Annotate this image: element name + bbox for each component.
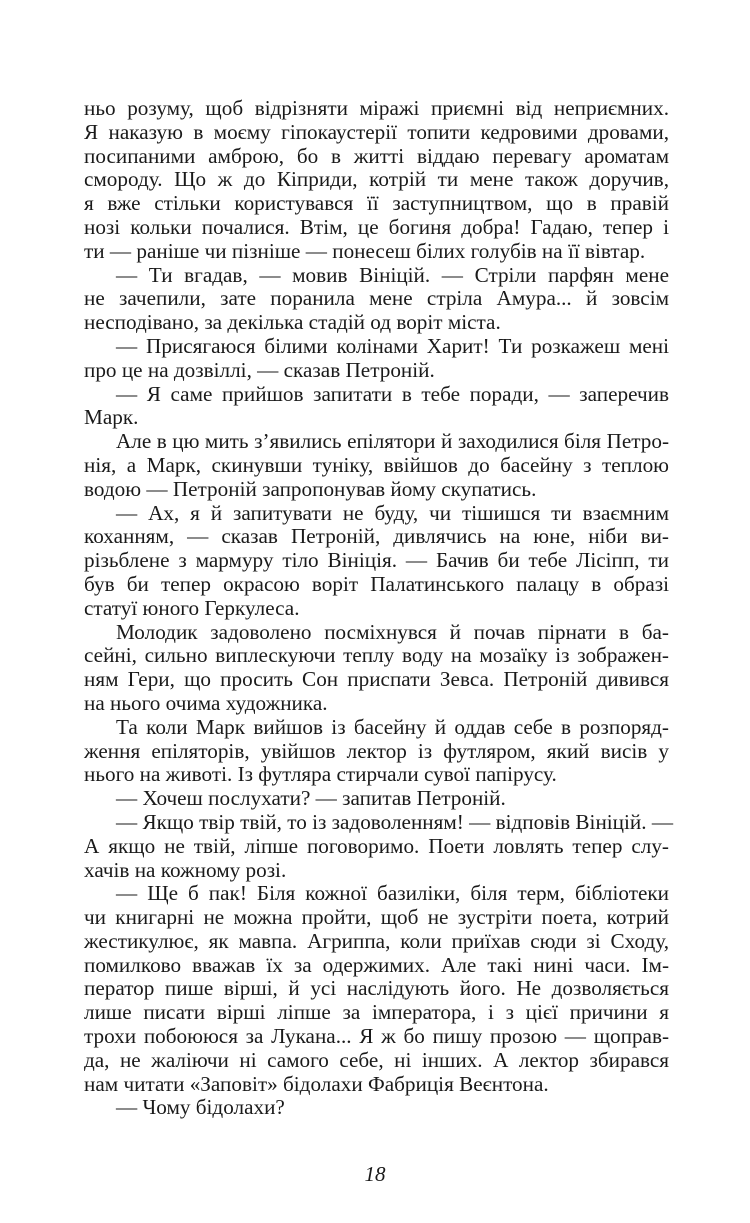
text-line: ням Гери, що просить Сон приспати Зевса. Петроній дивився [84,667,669,692]
text-line: смороду. Що ж до Кіприди, котрій ти мене також доручив, [84,167,669,192]
text-line: я вже стільки користувався її заступництвом, що в правій [84,191,669,216]
text-line: лише писати вірші ліпше за імператора, і з цієї причини я [84,1000,669,1025]
text-line: Марк. [84,405,139,430]
text-line: на нього очима художника. [84,690,328,715]
text-line: — Якщо твір твій, то із задоволенням! — відповів Вініцій. — [116,809,674,834]
text-line: несподівано, за декілька стадій од воріт міста. [84,310,501,335]
text-line: — Ще б пак! Біля кожної базиліки, біля терм, бібліотеки [116,881,669,906]
text-line: ператор пише вірші, й усі наслідують його. Не дозволяється [84,976,669,1001]
text-line: нія, а Марк, скинувши туніку, ввійшов до басейну з теплою [84,452,669,477]
text-line: водою — Петроній запропонував йому скупатись. [84,476,537,501]
text-line: помилково вважав їх за одержимих. Але такі нині часи. Ім- [84,952,669,977]
text-line: — Чому бідолахи? [116,1095,285,1120]
text-line: нам читати «Заповіт» бідолахи Фабриція Веєнтона. [84,1071,549,1096]
text-line: А якщо не твій, ліпше поговоримо. Поети ловлять тепер слу- [84,833,669,858]
text-line: був би тепер окрасою воріт Палатинського палацу в образі [84,571,669,596]
text-line: трохи побоююся за Лукана... Я ж бо пишу прозою — щоправ- [84,1024,669,1049]
text-line: чи книгарні не можна пройти, щоб не зустріти поета, котрий [84,905,669,930]
text-line: статуї юного Геркулеса. [84,595,300,620]
text-line: сейні, сильно виплескуючи теплу воду на мозаїку із зображен- [84,643,669,668]
text-line: не зачепили, зате поранила мене стріла Амура... й зовсім [84,286,669,311]
text-line: посипаними амброю, бо в житті віддаю перевагу ароматам [84,143,669,168]
page-number: 18 [364,1162,386,1186]
text-line: Але в цю мить з’явились епілятори й заходилися біля Петро- [116,429,669,454]
text-line: — Ах, я й запитувати не буду, чи тішишся ти взаємним [116,500,669,525]
text-line: жестикулює, як мавпа. Агриппа, коли приїхав сюди зі Сходу, [84,928,669,953]
text-line: нозі кольки почалися. Втім, це богиня добра! Гадаю, тепер і [84,214,669,239]
text-line: да, не жаліючи ні самого себе, ні інших. А лектор збирався [84,1047,669,1072]
text-line: Я наказую в моєму гіпокаустерії топити кедровими дровами, [84,119,669,144]
text-line: коханням, — сказав Петроній, дивлячись на юне, ніби ви- [84,524,669,549]
text-line: ньо розуму, щоб відрізняти міражі приємні від неприємних. [84,96,669,120]
text-line: Молодик задоволено посміхнувся й почав пірнати в ба- [116,619,669,644]
text-line: — Я саме прийшов запитати в тебе поради, — заперечив [116,381,669,406]
text-line: ти — раніше чи пізніше — понесеш білих голубів на її вівтар. [84,238,646,263]
text-line: про це на дозвіллі, — сказав Петроній. [84,357,435,382]
text-line: — Хочеш послухати? — запитав Петроній. [116,786,506,811]
text-line: — Присягаюся білими колінами Харит! Ти розкажеш мені [116,333,669,358]
text-line: хачів на кожному розі. [84,857,287,882]
body-text [84,96,674,1120]
text-line: Та коли Марк вийшов із басейну й оддав себе в розпоряд- [116,714,669,739]
text-line: нього на животі. Із футляра стирчали сувої папірусу. [84,762,557,787]
text-line: — Ти вгадав, — мовив Вініцій. — Стріли парфян мене [116,262,669,287]
text-line: різьблене з мармуру тіло Вініція. — Бачив би тебе Лісіпп, ти [84,548,669,573]
text-line: ження епіляторів, увійшов лектор із футляром, який висів у [84,738,669,763]
